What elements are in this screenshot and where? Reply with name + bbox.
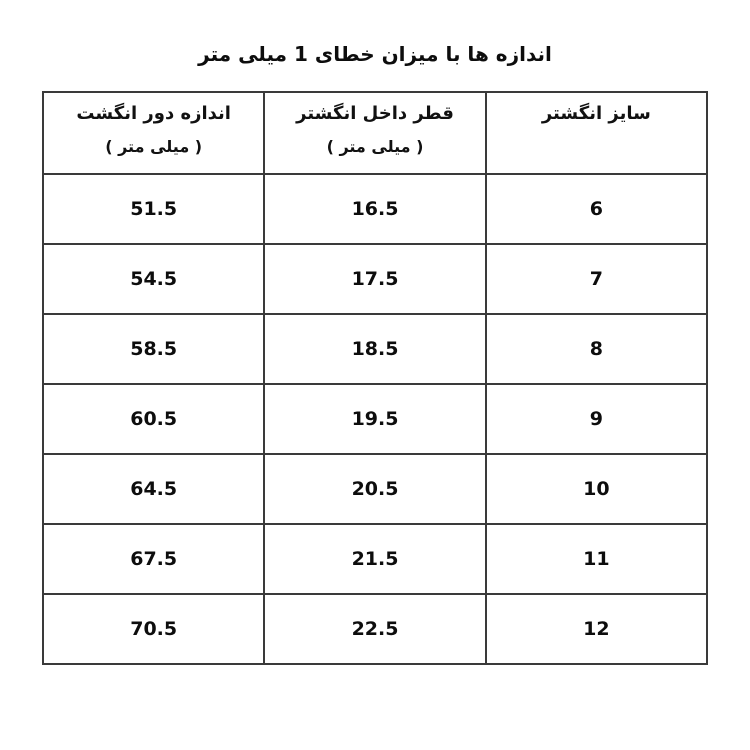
- cell-ring-size: 6: [486, 174, 707, 244]
- cell-circumference: 70.5: [43, 594, 264, 664]
- table-row: [43, 524, 707, 594]
- cell-ring-size: 10: [486, 454, 707, 524]
- header-row: [43, 92, 707, 174]
- cell-ring-size: 11: [486, 524, 707, 594]
- column-label: قطر داخل انگشتر: [296, 103, 454, 124]
- cell-inner-diameter: 18.5: [264, 314, 485, 384]
- table-header: [43, 92, 707, 174]
- page-title: اندازه ها با میزان خطای 1 میلی متر: [198, 42, 552, 66]
- cell-ring-size: 9: [486, 384, 707, 454]
- column-unit: [488, 137, 705, 156]
- cell-circumference: 60.5: [43, 384, 264, 454]
- cell-ring-size: 7: [486, 244, 707, 314]
- ring-size-table: [42, 91, 708, 665]
- column-header-ring-size: [486, 92, 707, 174]
- column-header-finger-circumference: [43, 92, 264, 174]
- table-row: [43, 594, 707, 664]
- cell-ring-size: 8: [486, 314, 707, 384]
- cell-inner-diameter: 21.5: [264, 524, 485, 594]
- cell-circumference: 54.5: [43, 244, 264, 314]
- table-row: [43, 384, 707, 454]
- cell-circumference: 64.5: [43, 454, 264, 524]
- cell-inner-diameter: 17.5: [264, 244, 485, 314]
- cell-circumference: 67.5: [43, 524, 264, 594]
- cell-ring-size: 12: [486, 594, 707, 664]
- table-row: [43, 244, 707, 314]
- cell-inner-diameter: 16.5: [264, 174, 485, 244]
- table-row: [43, 174, 707, 244]
- cell-inner-diameter: 20.5: [264, 454, 485, 524]
- table-row: [43, 454, 707, 524]
- cell-inner-diameter: 19.5: [264, 384, 485, 454]
- cell-inner-diameter: 22.5: [264, 594, 485, 664]
- cell-circumference: 58.5: [43, 314, 264, 384]
- column-label: سایز انگشتر: [541, 103, 651, 124]
- column-label: اندازه دور انگشت: [76, 103, 231, 124]
- column-header-inner-diameter: [264, 92, 485, 174]
- table-body: [43, 174, 707, 664]
- column-unit: ( میلی متر ): [326, 136, 424, 156]
- table-row: [43, 314, 707, 384]
- column-unit: ( میلی متر ): [105, 136, 203, 156]
- cell-circumference: 51.5: [43, 174, 264, 244]
